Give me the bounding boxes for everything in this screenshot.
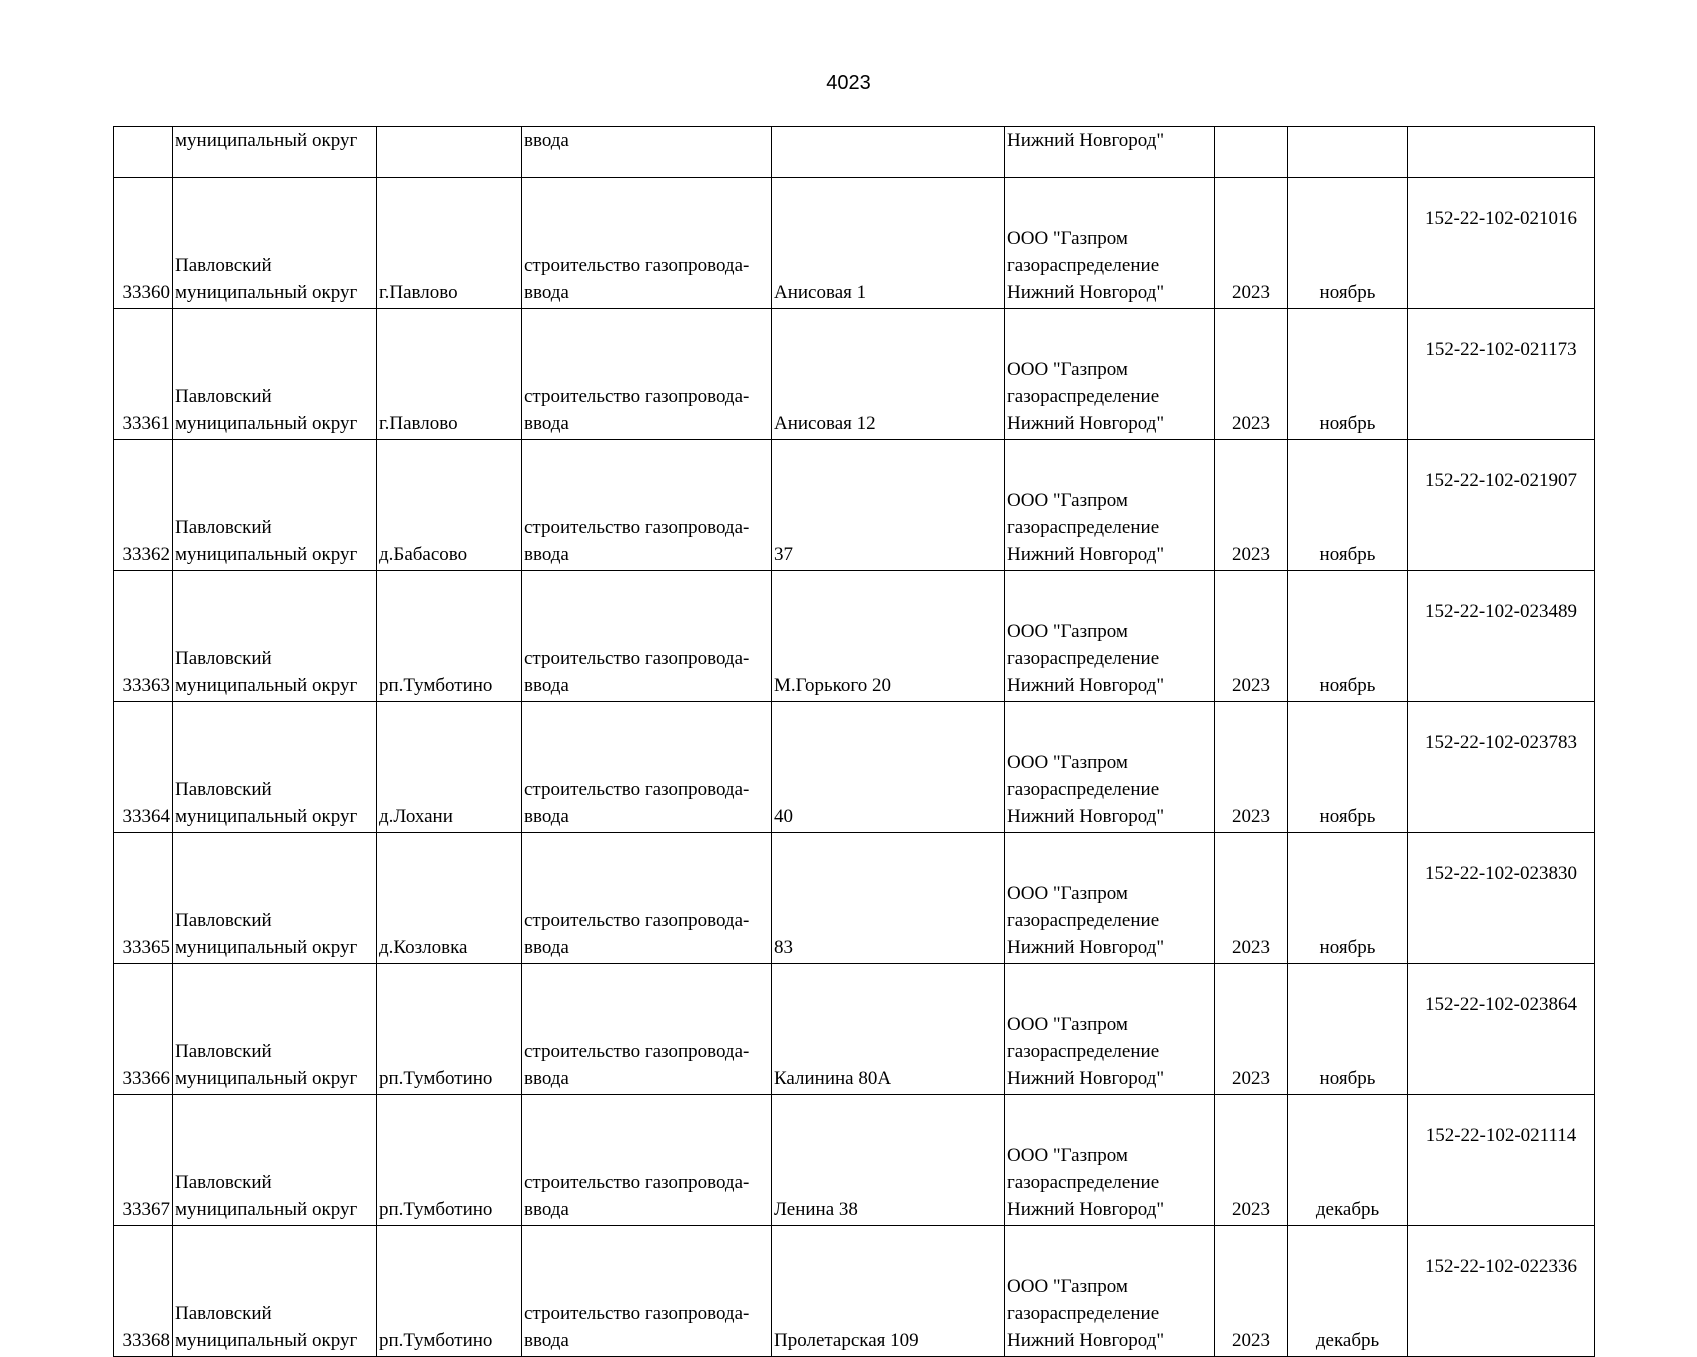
cell-district	[173, 1095, 377, 1226]
work-line: ввода	[524, 1068, 569, 1089]
table-row	[114, 309, 1595, 440]
org-line: газораспределение	[1007, 648, 1160, 669]
cell-address: 40	[772, 702, 1005, 833]
cell-work-type	[522, 571, 772, 702]
page-number: 4023	[826, 72, 871, 94]
cell-locality: рп.Тумботино	[377, 1095, 522, 1226]
cell-organization	[1005, 964, 1215, 1095]
cell-month: декабрь	[1288, 1095, 1408, 1226]
table-row	[114, 964, 1595, 1095]
org-line: Нижний Новгород"	[1007, 675, 1165, 696]
district-line: Павловский	[175, 1041, 272, 1062]
cell-organization	[1005, 309, 1215, 440]
district-line: Павловский	[175, 1303, 272, 1324]
cell-district	[173, 309, 377, 440]
cell-month: ноябрь	[1288, 702, 1408, 833]
cell-year: 2023	[1215, 702, 1288, 833]
cell-year: 2023	[1215, 833, 1288, 964]
district-line: муниципальный округ	[175, 1068, 358, 1089]
cell-month: ноябрь	[1288, 178, 1408, 309]
cell-work-type	[522, 1226, 772, 1357]
table-row	[114, 1226, 1595, 1357]
cell-work-type: ввода	[522, 127, 772, 178]
org-line: ООО "Газпром	[1007, 1145, 1128, 1166]
cell-month: ноябрь	[1288, 833, 1408, 964]
cell-address: 83	[772, 833, 1005, 964]
org-line: газораспределение	[1007, 517, 1160, 538]
cell-organization	[1005, 833, 1215, 964]
cell-work-type	[522, 964, 772, 1095]
work-line: строительство газопровода-	[524, 648, 750, 669]
cell-address: Анисовая 12	[772, 309, 1005, 440]
cell-address	[772, 127, 1005, 178]
district-line: Павловский	[175, 1172, 272, 1193]
cell-district	[173, 964, 377, 1095]
cell-code: 152-22-102-021114	[1408, 1095, 1595, 1226]
district-line: Павловский	[175, 386, 272, 407]
table-row	[114, 1095, 1595, 1226]
cell-month: декабрь	[1288, 1226, 1408, 1357]
cell-number: 33360	[114, 178, 173, 309]
district-line: муниципальный округ	[175, 1199, 358, 1220]
cell-organization	[1005, 1226, 1215, 1357]
org-line: Нижний Новгород"	[1007, 1330, 1165, 1351]
cell-work-type	[522, 178, 772, 309]
district-line: муниципальный округ	[175, 806, 358, 827]
work-line: ввода	[524, 1199, 569, 1220]
work-line: строительство газопровода-	[524, 1041, 750, 1062]
work-line: ввода	[524, 675, 569, 696]
org-line: Нижний Новгород"	[1007, 937, 1165, 958]
district-line: Павловский	[175, 648, 272, 669]
work-line: строительство газопровода-	[524, 779, 750, 800]
cell-number: 33363	[114, 571, 173, 702]
org-line: Нижний Новгород"	[1007, 282, 1165, 303]
gas-pipeline-table	[113, 126, 1595, 1357]
org-line: ООО "Газпром	[1007, 883, 1128, 904]
org-line: ООО "Газпром	[1007, 1014, 1128, 1035]
cell-work-type	[522, 1095, 772, 1226]
district-line: муниципальный округ	[175, 413, 358, 434]
cell-code: 152-22-102-023830	[1408, 833, 1595, 964]
work-line: строительство газопровода-	[524, 910, 750, 931]
district-line: муниципальный округ	[175, 937, 358, 958]
org-line: ООО "Газпром	[1007, 621, 1128, 642]
cell-locality: рп.Тумботино	[377, 964, 522, 1095]
cell-organization: Нижний Новгород"	[1005, 127, 1215, 178]
district-line: Павловский	[175, 910, 272, 931]
cell-number: 33367	[114, 1095, 173, 1226]
work-line: ввода	[524, 413, 569, 434]
cell-month: ноябрь	[1288, 571, 1408, 702]
work-line: ввода	[524, 937, 569, 958]
cell-locality: рп.Тумботино	[377, 1226, 522, 1357]
org-line: Нижний Новгород"	[1007, 806, 1165, 827]
district-line: Павловский	[175, 255, 272, 276]
cell-code: 152-22-102-023783	[1408, 702, 1595, 833]
cell-district	[173, 702, 377, 833]
org-line: Нижний Новгород"	[1007, 413, 1165, 434]
cell-month: ноябрь	[1288, 440, 1408, 571]
cell-organization	[1005, 440, 1215, 571]
cell-code: 152-22-102-023489	[1408, 571, 1595, 702]
org-line: газораспределение	[1007, 1172, 1160, 1193]
cell-work-type	[522, 309, 772, 440]
cell-organization	[1005, 571, 1215, 702]
cell-year: 2023	[1215, 1095, 1288, 1226]
org-line: газораспределение	[1007, 255, 1160, 276]
org-line: Нижний Новгород"	[1007, 1068, 1165, 1089]
cell-code	[1408, 127, 1595, 178]
cell-district	[173, 440, 377, 571]
org-line: газораспределение	[1007, 779, 1160, 800]
cell-number: 33366	[114, 964, 173, 1095]
table-row	[114, 178, 1595, 309]
work-line: ввода	[524, 544, 569, 565]
table-body	[114, 127, 1595, 1357]
work-line: строительство газопровода-	[524, 386, 750, 407]
org-line: ООО "Газпром	[1007, 359, 1128, 380]
cell-code: 152-22-102-023864	[1408, 964, 1595, 1095]
cell-locality	[377, 127, 522, 178]
work-line: строительство газопровода-	[524, 1303, 750, 1324]
work-line: ввода	[524, 806, 569, 827]
cell-month: ноябрь	[1288, 964, 1408, 1095]
work-line: строительство газопровода-	[524, 517, 750, 538]
cell-code: 152-22-102-022336	[1408, 1226, 1595, 1357]
work-line: строительство газопровода-	[524, 1172, 750, 1193]
cell-locality: д.Лохани	[377, 702, 522, 833]
org-line: ООО "Газпром	[1007, 228, 1128, 249]
cell-district	[173, 178, 377, 309]
org-line: Нижний Новгород"	[1007, 1199, 1165, 1220]
cell-number: 33361	[114, 309, 173, 440]
table-row	[114, 440, 1595, 571]
cell-locality: г.Павлово	[377, 309, 522, 440]
cell-number	[114, 127, 173, 178]
org-line: ООО "Газпром	[1007, 490, 1128, 511]
cell-year: 2023	[1215, 1226, 1288, 1357]
cell-address: М.Горького 20	[772, 571, 1005, 702]
cell-year	[1215, 127, 1288, 178]
district-line: Павловский	[175, 517, 272, 538]
cell-locality: г.Павлово	[377, 178, 522, 309]
org-line: газораспределение	[1007, 1303, 1160, 1324]
cell-district	[173, 833, 377, 964]
cell-address: Ленина 38	[772, 1095, 1005, 1226]
cell-organization	[1005, 178, 1215, 309]
cell-year: 2023	[1215, 178, 1288, 309]
cell-work-type	[522, 702, 772, 833]
cell-year: 2023	[1215, 964, 1288, 1095]
org-line: Нижний Новгород"	[1007, 544, 1165, 565]
district-line: муниципальный округ	[175, 544, 358, 565]
district-line: муниципальный округ	[175, 1330, 358, 1351]
org-line: газораспределение	[1007, 386, 1160, 407]
cell-number: 33368	[114, 1226, 173, 1357]
cell-code: 152-22-102-021173	[1408, 309, 1595, 440]
district-line: Павловский	[175, 779, 272, 800]
cell-code: 152-22-102-021016	[1408, 178, 1595, 309]
cell-number: 33365	[114, 833, 173, 964]
cell-month	[1288, 127, 1408, 178]
cell-number: 33364	[114, 702, 173, 833]
cell-year: 2023	[1215, 309, 1288, 440]
org-line: газораспределение	[1007, 910, 1160, 931]
cell-locality: д.Козловка	[377, 833, 522, 964]
cell-organization	[1005, 1095, 1215, 1226]
cell-district	[173, 571, 377, 702]
table-row	[114, 702, 1595, 833]
cell-month: ноябрь	[1288, 309, 1408, 440]
table-row-continued	[114, 127, 1595, 178]
cell-year: 2023	[1215, 571, 1288, 702]
org-line: газораспределение	[1007, 1041, 1160, 1062]
cell-work-type	[522, 440, 772, 571]
cell-organization	[1005, 702, 1215, 833]
cell-address: Анисовая 1	[772, 178, 1005, 309]
work-line: строительство газопровода-	[524, 255, 750, 276]
table-row	[114, 833, 1595, 964]
work-line: ввода	[524, 1330, 569, 1351]
cell-locality: д.Бабасово	[377, 440, 522, 571]
cell-code: 152-22-102-021907	[1408, 440, 1595, 571]
cell-year: 2023	[1215, 440, 1288, 571]
cell-number: 33362	[114, 440, 173, 571]
work-line: ввода	[524, 282, 569, 303]
org-line: ООО "Газпром	[1007, 1276, 1128, 1297]
table-row	[114, 571, 1595, 702]
cell-district: муниципальный округ	[173, 127, 377, 178]
district-line: муниципальный округ	[175, 675, 358, 696]
cell-locality: рп.Тумботино	[377, 571, 522, 702]
cell-district	[173, 1226, 377, 1357]
district-line: муниципальный округ	[175, 282, 358, 303]
cell-address: Пролетарская 109	[772, 1226, 1005, 1357]
cell-address: Калинина 80А	[772, 964, 1005, 1095]
cell-work-type	[522, 833, 772, 964]
cell-address: 37	[772, 440, 1005, 571]
org-line: ООО "Газпром	[1007, 752, 1128, 773]
